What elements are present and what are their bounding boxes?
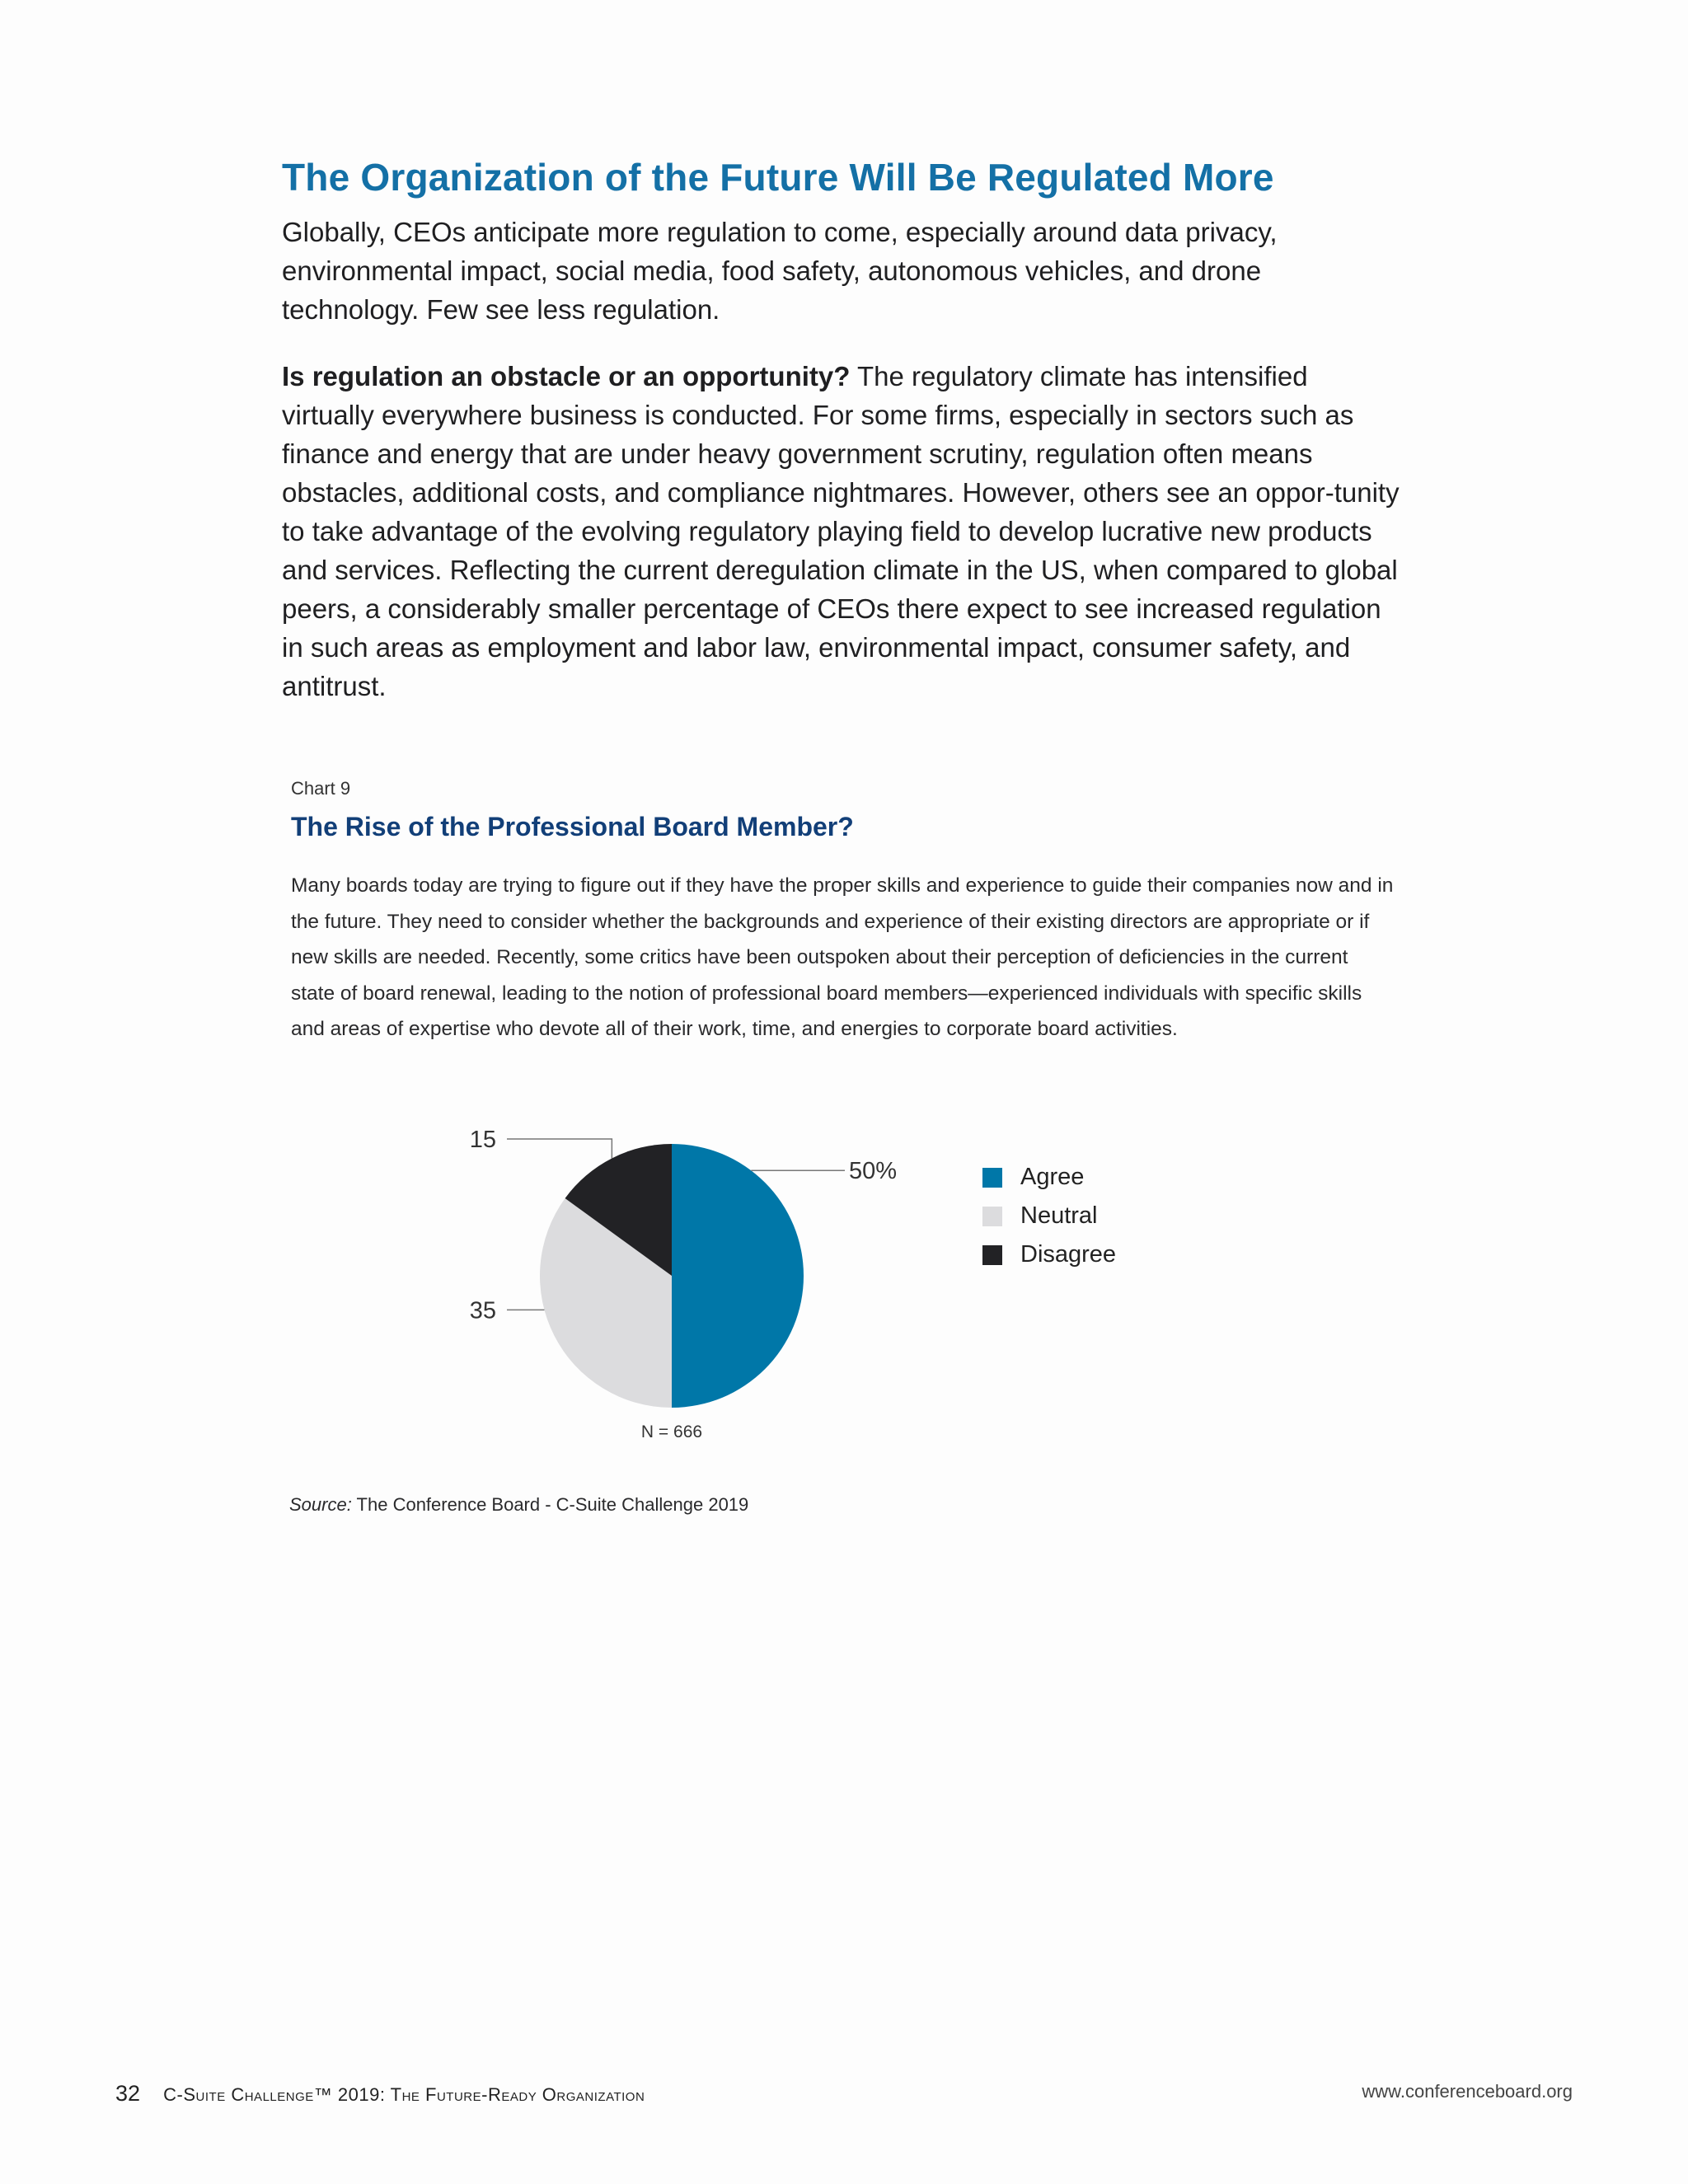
legend-item-disagree [982, 1235, 1116, 1274]
page-number: 32 [115, 2081, 141, 2106]
chart-source [289, 1494, 748, 1516]
data-label-disagree: 15 [469, 1127, 496, 1153]
source-label: Source: [289, 1494, 352, 1515]
sample-size-note: N = 666 [640, 1422, 703, 1441]
leader-line-disagree [507, 1139, 612, 1158]
data-label-neutral: 35 [469, 1297, 496, 1324]
running-head: C-Suite Challenge™ 2019: The Future-Ready Organization [163, 2084, 645, 2105]
lead-question: Is regulation an obstacle or an opportunity? [282, 361, 851, 391]
pie-chart [445, 1113, 907, 1459]
data-label-agree: 50% [849, 1158, 898, 1185]
chart-legend [982, 1158, 1116, 1274]
intro-paragraph: Globally, CEOs anticipate more regulation to come, especially around data privacy, environmental impact, social media, food safety, autonomous vehicles, and drone technology. Few see less regulation. [282, 217, 1278, 325]
chart-kicker: Chart 9 [291, 778, 351, 799]
chart-title: The Rise of the Professional Board Member? [291, 812, 854, 841]
footer-left [115, 2081, 645, 2107]
legend-label-agree: Agree [1020, 1164, 1085, 1190]
section-title: The Organization of the Future Will Be Regulated More [282, 156, 1274, 199]
legend-swatch-neutral [982, 1207, 1002, 1226]
legend-item-agree [982, 1158, 1116, 1197]
legend-swatch-disagree [982, 1245, 1002, 1265]
legend-label-disagree: Disagree [1020, 1241, 1117, 1268]
legend-item-neutral [982, 1197, 1116, 1235]
pie-slice-agree [672, 1144, 804, 1408]
chart-description: Many boards today are trying to figure out if they have the proper skills and experience to guide their companies now and in the future. They need to consider whether the backgrounds and experience of their existing directors are appropriate or if new skills are needed. Recently, some critics have been outspoken about their perception of deficiencies in the current state of board renewal, leading to the notion of professional board members—experienced individuals with specific skills and areas of expertise who devote all of their work, time, and energies to corporate board activities. [291, 874, 1394, 1041]
body-paragraph [282, 357, 1403, 705]
footer-url: www.conferenceboard.org [1362, 2081, 1573, 2102]
legend-label-neutral: Neutral [1020, 1202, 1098, 1229]
body-text: The regulatory climate has intensified virtually everywhere business is conducted. For some firms, especially in sectors such as finance and energy that are under heavy government scrutiny, regulation often means obstacles, additional costs, and compliance nightmares. However, others see an oppor-tunity to take advantage of the evolving regulatory playing field to develop lucrative new products and services. Reflecting the current deregulation climate in the US, when compared to global peers, a considerably smaller percentage of CEOs there expect to see increased regulation in such areas as employment and labor law, environmental impact, consumer safety, and antitrust. [282, 361, 1400, 701]
legend-swatch-agree [982, 1168, 1002, 1188]
source-text: The Conference Board - C-Suite Challenge 2019 [351, 1494, 749, 1515]
